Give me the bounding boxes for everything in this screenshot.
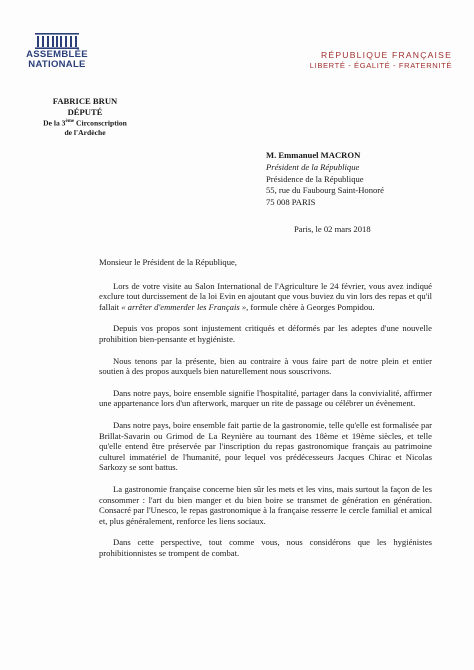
sender-constituency: De la 3ème Circonscription xyxy=(43,118,127,128)
letter-body xyxy=(99,257,432,569)
quote-text: « arrêter d'emmerder les Français » xyxy=(121,301,247,312)
paragraph-7: Dans cette perspective, tout comme vous, nous considérons que les hygiénistes prohibitionnistes se trompent de combat. xyxy=(99,537,432,558)
logo-text-line2: NATIONALE xyxy=(28,59,86,70)
republic-motto: LIBERTÉ - ÉGALITÉ - FRATERNITÉ xyxy=(309,61,452,70)
republic-name: RÉPUBLIQUE FRANÇAISE xyxy=(321,50,452,60)
recipient-title: Président de la République xyxy=(266,161,360,172)
recipient-address xyxy=(266,150,384,209)
sender-role: DÉPUTÉ xyxy=(67,106,103,117)
sender-block xyxy=(40,96,130,138)
paragraph-1: Lors de votre visite au Salon International de l'Agriculture le 24 février, vous avez indiqué exclure tout durcissement de la loi Evin en ajoutant que vous buviez du vin lors des repas et qu'il fallait « arrêter d'emmerder les Français », formule chère à Georges Pompidou. xyxy=(99,280,432,312)
recipient-city: 75 008 PARIS xyxy=(266,197,316,208)
assemblee-nationale-logo xyxy=(22,33,92,70)
salutation: Monsieur le Président de la République, xyxy=(99,257,237,267)
republic-header xyxy=(310,50,452,71)
recipient-office: Présidence de la République xyxy=(266,173,364,184)
paragraph-6: La gastronomie française concerne bien sûr les mets et les vins, mais surtout la façon de les consommer : l'art du bien manger et du bien boire se transmet de génération en génération. Consacré par l'Unesco, le repas gastronomique à la française resserre le cercle familial et amical et, plus généralement, renforce les liens sociaux. xyxy=(99,483,432,526)
paragraph-2: Depuis vos propos sont injustement critiqués et déformés par les adeptes d'une nouvelle prohibition bien-pensante et hygiéniste. xyxy=(99,323,432,344)
paragraph-4: Dans notre pays, boire ensemble signifie l'hospitalité, partager dans la convivialité, affirmer une appartenance lors d'un afterwork, marquer un rite de passage ou célébrer un évènement. xyxy=(99,387,432,409)
letter-date: Paris, le 02 mars 2018 xyxy=(294,224,371,234)
paragraph-3: Nous tenons par la présente, bien au contraire à vous faire part de notre plein et entier soutien à des propos auxquels bien naturellement nous souscrivons. xyxy=(99,355,432,377)
recipient-street: 55, rue du Faubourg Saint-Honoré xyxy=(266,185,384,196)
sender-name: FABRICE BRUN xyxy=(52,96,118,106)
recipient-name: M. Emmanuel MACRON xyxy=(266,150,361,160)
hemicycle-columns-icon xyxy=(35,33,79,49)
paragraph-5: Dans notre pays, boire ensemble fait partie de la gastronomie, telle qu'elle est formalisée par Brillat-Savarin ou Grimod de La Reynière au tournant des 18ème et 19ème siècles, et telle qu'elle entend être préservée par l'inscription du repas gastronomique français au patrimoine culturel immatériel de l'humanité, pour lequel vos prédécesseurs Jacques Chirac et Nicolas Sarkozy se sont battus. xyxy=(99,419,432,473)
logo-text-line1: ASSEMBLÉE xyxy=(26,49,88,60)
sender-department: de l'Ardèche xyxy=(64,128,106,138)
